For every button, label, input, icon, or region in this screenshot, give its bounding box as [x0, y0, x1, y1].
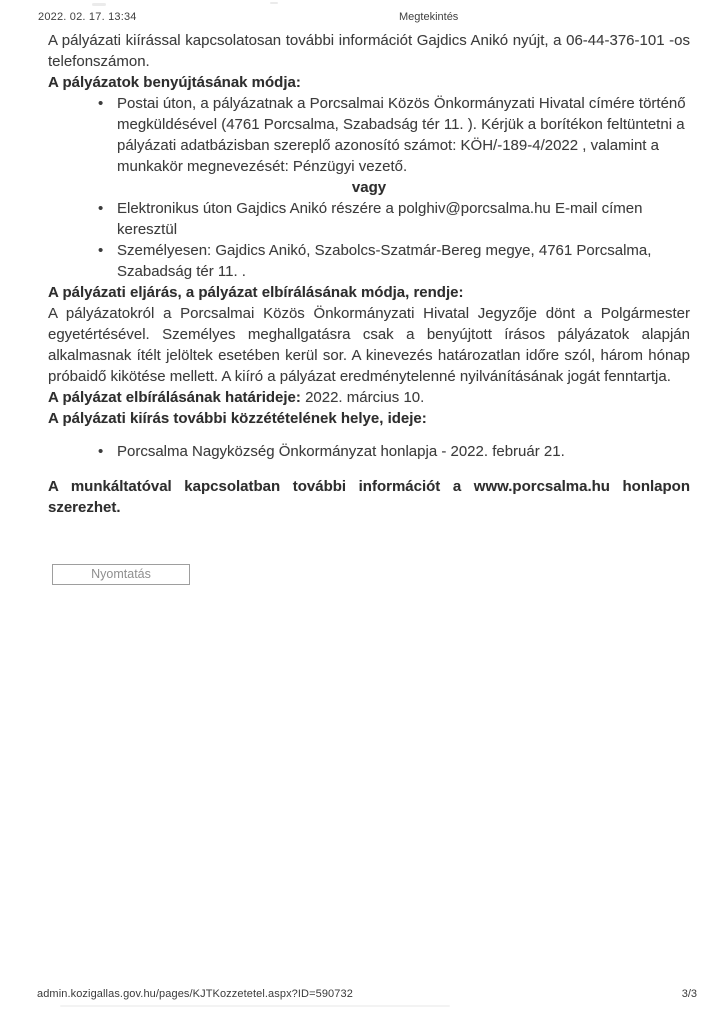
scan-artifact — [270, 2, 278, 4]
submission-list — [48, 93, 690, 282]
page-number: 3/3 — [681, 988, 697, 1000]
list-item-text: Elektronikus úton Gajdics Anikó részére a polghiv@porcsalma.hu E-mail címen keresztül — [117, 200, 643, 238]
document-body — [48, 30, 690, 585]
deadline-line — [48, 387, 690, 408]
print-header — [0, 11, 725, 27]
print-footer — [0, 988, 725, 1004]
publication-heading: A pályázati kiírás további közzétételének helye, ideje: — [48, 410, 427, 427]
print-datetime: 2022. 02. 17. 13:34 — [38, 11, 137, 23]
publication-list — [48, 441, 690, 462]
list-item-text: Postai úton, a pályázatnak a Porcsalmai Közös Önkormányzati Hivatal címére történő megküldésével (4761 Porcsalma, Szabadság tér 11. ). Kérjük a borítékon feltüntetni a pályázati adatbázisban szereplő azonosító számot: KÖH/-189-4/2022 , valamint a munkakör megnevezését: Pénzügyi vezető. — [117, 95, 686, 175]
bullet-icon: • — [98, 443, 104, 460]
list-item-text: Porcsalma Nagyközség Önkormányzat honlapja - 2022. február 21. — [117, 443, 565, 460]
footer-url: admin.kozigallas.gov.hu/pages/KJTKozzetetel.aspx?ID=590732 — [37, 988, 353, 1000]
employer-info-paragraph: A munkáltatóval kapcsolatban további információt a www.porcsalma.hu honlapon szerezhet. — [48, 478, 690, 516]
procedure-heading: A pályázati eljárás, a pályázat elbírálásának módja, rendje: — [48, 284, 464, 301]
list-item-electronic — [48, 198, 690, 240]
procedure-paragraph: A pályázatokról a Porcsalmai Közös Önkormányzati Hivatal Jegyzője dönt a Polgármester egyetértésével. Személyes meghallgatásra csak a benyújtott írásos pályázatok alapján alkalmasnak ítélt jelöltek esetében kerül sor. A kinevezés határozatlan időre szól, három hónap próbaidő kikötése mellett. A kiíró a pályázat eredménytelenné nyilvánításának jogát fenntartja. — [48, 305, 690, 385]
bullet-icon: • — [98, 242, 104, 259]
intro-paragraph: A pályázati kiírással kapcsolatosan további információt Gajdics Anikó nyújt, a 06-44-376-101 -os telefonszámon. — [48, 32, 690, 70]
deadline-value: 2022. március 10. — [305, 389, 425, 406]
list-item-postal — [48, 93, 690, 177]
submission-heading: A pályázatok benyújtásának módja: — [48, 74, 301, 91]
scan-artifact — [60, 1005, 450, 1007]
print-header-title: Megtekintés — [399, 11, 459, 23]
list-item-text: Személyesen: Gajdics Anikó, Szabolcs-Szatmár-Bereg megye, 4761 Porcsalma, Szabadság tér 11. . — [117, 242, 652, 280]
deadline-label: A pályázat elbírálásának határideje: — [48, 389, 301, 406]
bullet-icon: • — [98, 95, 104, 112]
scan-artifact — [92, 3, 106, 6]
list-item-in-person — [48, 240, 690, 282]
print-button[interactable]: Nyomtatás — [52, 564, 190, 585]
bullet-icon: • — [98, 200, 104, 217]
or-separator: vagy — [351, 179, 387, 196]
list-item-publication — [48, 441, 690, 462]
